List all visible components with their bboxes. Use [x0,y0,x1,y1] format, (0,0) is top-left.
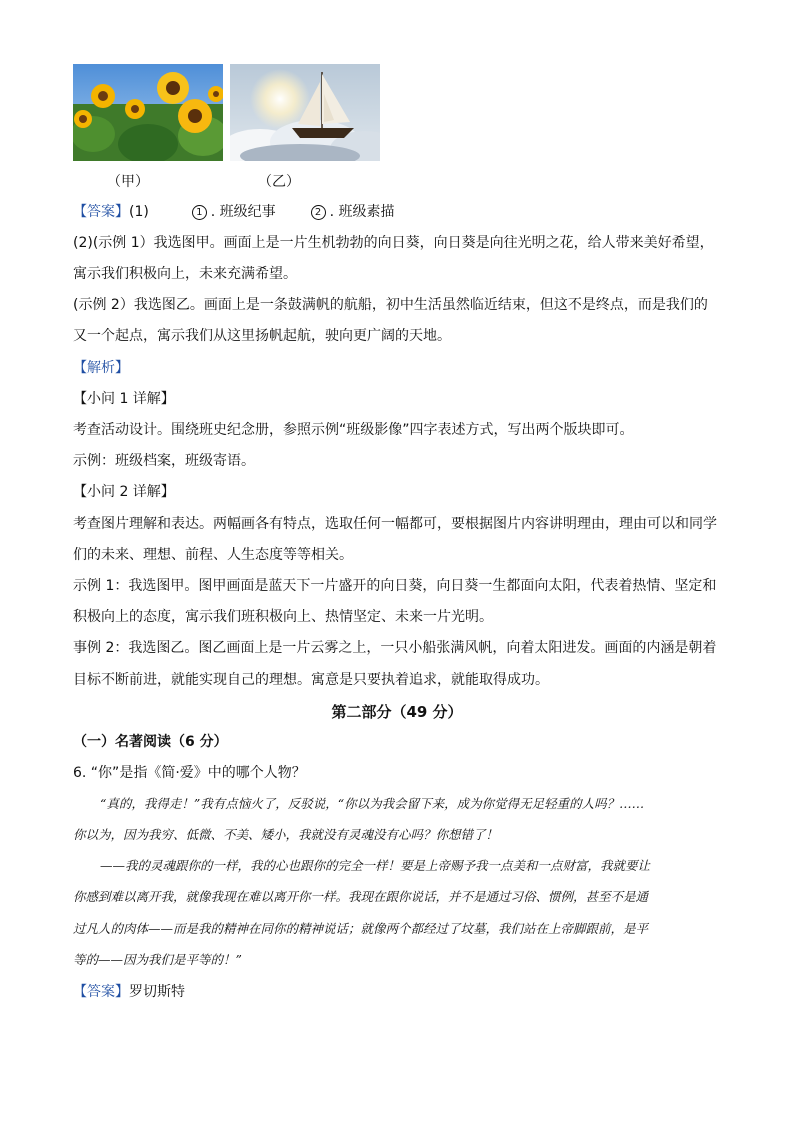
answer1-item1: . 班级纪事 [210,204,276,220]
answer1-line [73,202,394,222]
circled-number-2: 2 [311,205,326,220]
answer-tag: 【答案】 [73,984,129,1000]
answer2-line3: (示例 2）我选图乙。画面上是一条鼓满帆的航船，初中生活虽然临近结束，但这不是终点，而是我们的 [73,297,708,313]
quote-line2: 你以为，因为我穷、低微、不美、矮小，我就没有灵魂没有心吗？你想错了！ [73,827,499,842]
analysis-q2-line2: 们的未来、理想、前程、人生态度等等相关。 [73,547,353,563]
analysis-q2-line6: 目标不断前进，就能实现自己的理想。寓意是只要执着追求，就能取得成功。 [73,672,549,688]
answer-tag: 【答案】 [73,204,129,220]
section-title: （一）名著阅读（6 分） [73,734,228,750]
subquestion2-tag: 【小问 2 详解】 [73,484,175,500]
sunflower-image [73,64,223,161]
question-6: 6. “你”是指《简·爱》中的哪个人物？ [73,765,306,781]
quote-line3: ——我的灵魂跟你的一样，我的心也跟你的完全一样！要是上帝赐予我一点美和一点财富，我就要让 [100,858,651,873]
answer3-text: 罗切斯特 [129,984,185,1000]
answer3-line [73,982,185,1002]
part2-title: 第二部分（49 分） [331,703,463,721]
analysis-q1-line1: 考查活动设计。围绕班史纪念册，参照示例“班级影像”四字表述方式，写出两个版块即可。 [73,422,634,438]
analysis-q2-line5: 事例 2：我选图乙。图乙画面上是一片云雾之上，一只小船张满风帆，向着太阳进发。画面的内涵是朝着 [73,640,717,656]
analysis-q2-line4: 积极向上的态度，寓示我们班积极向上、热情坚定、未来一片光明。 [73,609,493,625]
sailboat-image [230,64,380,161]
subquestion1-tag: 【小问 1 详解】 [73,391,175,407]
quote-line6: 等的——因为我们是平等的！” [73,952,242,967]
quote-line4: 你感到难以离开我，就像我现在难以离开你一样。我现在跟你说话，并不是通过习俗、惯例，甚至不是通 [73,889,649,904]
caption-jia: （甲） [107,174,149,190]
answer2-line4: 又一个起点，寓示我们从这里扬帆起航，驶向更广阔的天地。 [73,328,451,344]
analysis-q2-line1: 考查图片理解和表达。两幅画各有特点，选取任何一幅都可，要根据图片内容讲明理由，理由可以和同学 [73,516,717,532]
circled-number-1: 1 [192,205,207,220]
quote-line1: “真的，我得走！”我有点恼火了，反驳说，“你以为我会留下来，成为你觉得无足轻重的人吗？…… [100,796,645,811]
quote-line5: 过凡人的肉体——而是我的精神在同你的精神说话；就像两个都经过了坟墓，我们站在上帝脚跟前，是平 [73,921,649,936]
answer1-item2: . 班级素描 [329,204,395,220]
answer2-line1: (2)(示例 1）我选图甲。画面上是一片生机勃勃的向日葵，向日葵是向往光明之花，给人带来美好希望， [73,235,714,251]
caption-yi: （乙） [258,174,300,190]
answer2-line2: 寓示我们积极向上，未来充满希望。 [73,266,297,282]
analysis-q2-line3: 示例 1：我选图甲。图甲画面是蓝天下一片盛开的向日葵，向日葵一生都面向太阳，代表着热情、坚定和 [73,578,717,594]
analysis-q1-line2: 示例：班级档案，班级寄语。 [73,453,255,469]
answer1-prefix: (1) [129,204,149,220]
analysis-tag: 【解析】 [73,360,129,376]
